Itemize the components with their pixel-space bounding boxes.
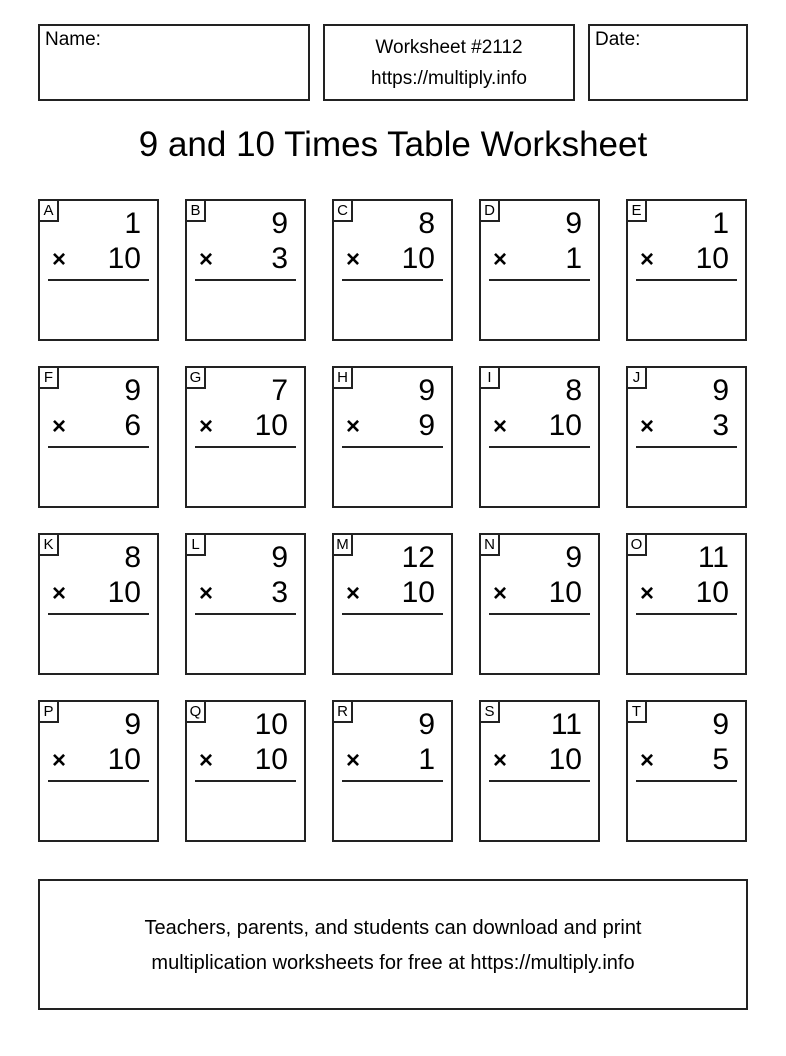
date-label: Date: [595, 29, 641, 50]
problem-label: O [626, 533, 647, 556]
problem-box[interactable] [332, 700, 453, 842]
multiply-sign-icon: × [346, 580, 361, 607]
answer-line [489, 613, 590, 615]
multiply-sign-icon: × [52, 413, 67, 440]
problem-label: M [332, 533, 353, 556]
multiplier: 10 [107, 576, 141, 609]
problem-box[interactable] [332, 199, 453, 341]
problem-label: E [626, 199, 647, 222]
problem-box[interactable] [626, 700, 747, 842]
problem-box[interactable] [626, 533, 747, 675]
multiplicand: 1 [712, 207, 729, 240]
multiply-sign-icon: × [52, 246, 67, 273]
answer-line [636, 780, 737, 782]
problem-label: F [38, 366, 59, 389]
answer-line [489, 279, 590, 281]
multiply-sign-icon: × [52, 747, 67, 774]
problem-box[interactable] [185, 366, 306, 508]
multiplier: 10 [401, 242, 435, 275]
multiply-sign-icon: × [199, 580, 214, 607]
multiplier: 10 [548, 409, 582, 442]
problem-box[interactable] [38, 700, 159, 842]
multiply-sign-icon: × [493, 747, 508, 774]
page-title: 9 and 10 Times Table Worksheet [138, 125, 648, 164]
multiplier: 10 [548, 576, 582, 609]
problem-box[interactable] [38, 199, 159, 341]
problem-label: I [479, 366, 500, 389]
problem-label: S [479, 700, 500, 723]
answer-line [195, 780, 296, 782]
problem-box[interactable] [479, 366, 600, 508]
footer-line-2: multiplication worksheets for free at https://multiply.info [151, 952, 635, 974]
multiplicand: 8 [418, 207, 435, 240]
answer-line [636, 446, 737, 448]
problem-label: N [479, 533, 500, 556]
multiply-sign-icon: × [640, 246, 655, 273]
answer-line [636, 613, 737, 615]
worksheet-info-box [323, 24, 575, 101]
multiplier: 10 [254, 409, 288, 442]
multiply-sign-icon: × [493, 413, 508, 440]
answer-line [342, 613, 443, 615]
multiply-sign-icon: × [199, 246, 214, 273]
problem-box[interactable] [38, 533, 159, 675]
problem-box[interactable] [479, 199, 600, 341]
multiply-sign-icon: × [199, 747, 214, 774]
multiply-sign-icon: × [346, 246, 361, 273]
problem-label: J [626, 366, 647, 389]
multiplicand: 9 [124, 708, 141, 741]
multiplier: 10 [401, 576, 435, 609]
multiplier: 3 [271, 576, 288, 609]
worksheet-url: https://multiply.info [371, 68, 527, 89]
problem-box[interactable] [185, 533, 306, 675]
answer-line [342, 446, 443, 448]
multiplier: 10 [695, 242, 729, 275]
problem-label: G [185, 366, 206, 389]
multiplicand: 1 [124, 207, 141, 240]
problem-box[interactable] [185, 199, 306, 341]
problem-box[interactable] [479, 700, 600, 842]
multiplicand: 11 [697, 541, 729, 574]
multiplicand: 9 [418, 708, 435, 741]
answer-line [489, 780, 590, 782]
multiplicand: 11 [550, 708, 582, 741]
multiply-sign-icon: × [346, 747, 361, 774]
worksheet-number: Worksheet #2112 [375, 37, 523, 58]
multiply-sign-icon: × [493, 580, 508, 607]
problem-box[interactable] [332, 533, 453, 675]
problem-box[interactable] [332, 366, 453, 508]
multiplier: 5 [712, 743, 729, 776]
problem-label: L [185, 533, 206, 556]
multiplier: 10 [107, 743, 141, 776]
problem-label: B [185, 199, 206, 222]
multiplicand: 9 [565, 541, 582, 574]
multiplicand: 9 [418, 374, 435, 407]
multiplicand: 8 [565, 374, 582, 407]
problem-label: T [626, 700, 647, 723]
answer-line [342, 279, 443, 281]
answer-line [48, 446, 149, 448]
multiplicand: 9 [124, 374, 141, 407]
problem-box[interactable] [38, 366, 159, 508]
problem-box[interactable] [626, 366, 747, 508]
multiplicand: 10 [254, 708, 288, 741]
answer-line [489, 446, 590, 448]
answer-line [195, 446, 296, 448]
multiplicand: 9 [565, 207, 582, 240]
multiplier: 3 [712, 409, 729, 442]
answer-line [636, 279, 737, 281]
problem-label: K [38, 533, 59, 556]
answer-line [48, 613, 149, 615]
answer-line [342, 780, 443, 782]
multiplier: 10 [107, 242, 141, 275]
answer-line [195, 613, 296, 615]
problem-label: Q [185, 700, 206, 723]
problem-label: D [479, 199, 500, 222]
multiplier: 1 [418, 743, 435, 776]
answer-line [48, 279, 149, 281]
problem-box[interactable] [479, 533, 600, 675]
date-field-box[interactable] [588, 24, 748, 101]
multiply-sign-icon: × [640, 580, 655, 607]
problem-label: C [332, 199, 353, 222]
problem-label: P [38, 700, 59, 723]
multiplicand: 12 [401, 541, 435, 574]
multiply-sign-icon: × [640, 413, 655, 440]
multiplicand: 9 [271, 207, 288, 240]
footer-line-1: Teachers, parents, and students can download and print [144, 917, 642, 939]
multiplicand: 8 [124, 541, 141, 574]
multiply-sign-icon: × [493, 246, 508, 273]
multiplier: 10 [254, 743, 288, 776]
multiplier: 9 [418, 409, 435, 442]
problem-label: H [332, 366, 353, 389]
multiplier: 6 [124, 409, 141, 442]
multiply-sign-icon: × [346, 413, 361, 440]
multiplicand: 9 [712, 708, 729, 741]
answer-line [195, 279, 296, 281]
multiplicand: 7 [271, 374, 288, 407]
multiply-sign-icon: × [640, 747, 655, 774]
multiplier: 1 [565, 242, 582, 275]
answer-line [48, 780, 149, 782]
multiplier: 10 [548, 743, 582, 776]
multiplier: 10 [695, 576, 729, 609]
multiply-sign-icon: × [52, 580, 67, 607]
problem-box[interactable] [626, 199, 747, 341]
problem-label: R [332, 700, 353, 723]
multiplicand: 9 [712, 374, 729, 407]
multiply-sign-icon: × [199, 413, 214, 440]
problem-box[interactable] [185, 700, 306, 842]
multiplicand: 9 [271, 541, 288, 574]
name-field-box[interactable] [38, 24, 310, 101]
name-label: Name: [45, 29, 101, 50]
footer-box [38, 879, 748, 1010]
problem-label: A [38, 199, 59, 222]
multiplier: 3 [271, 242, 288, 275]
